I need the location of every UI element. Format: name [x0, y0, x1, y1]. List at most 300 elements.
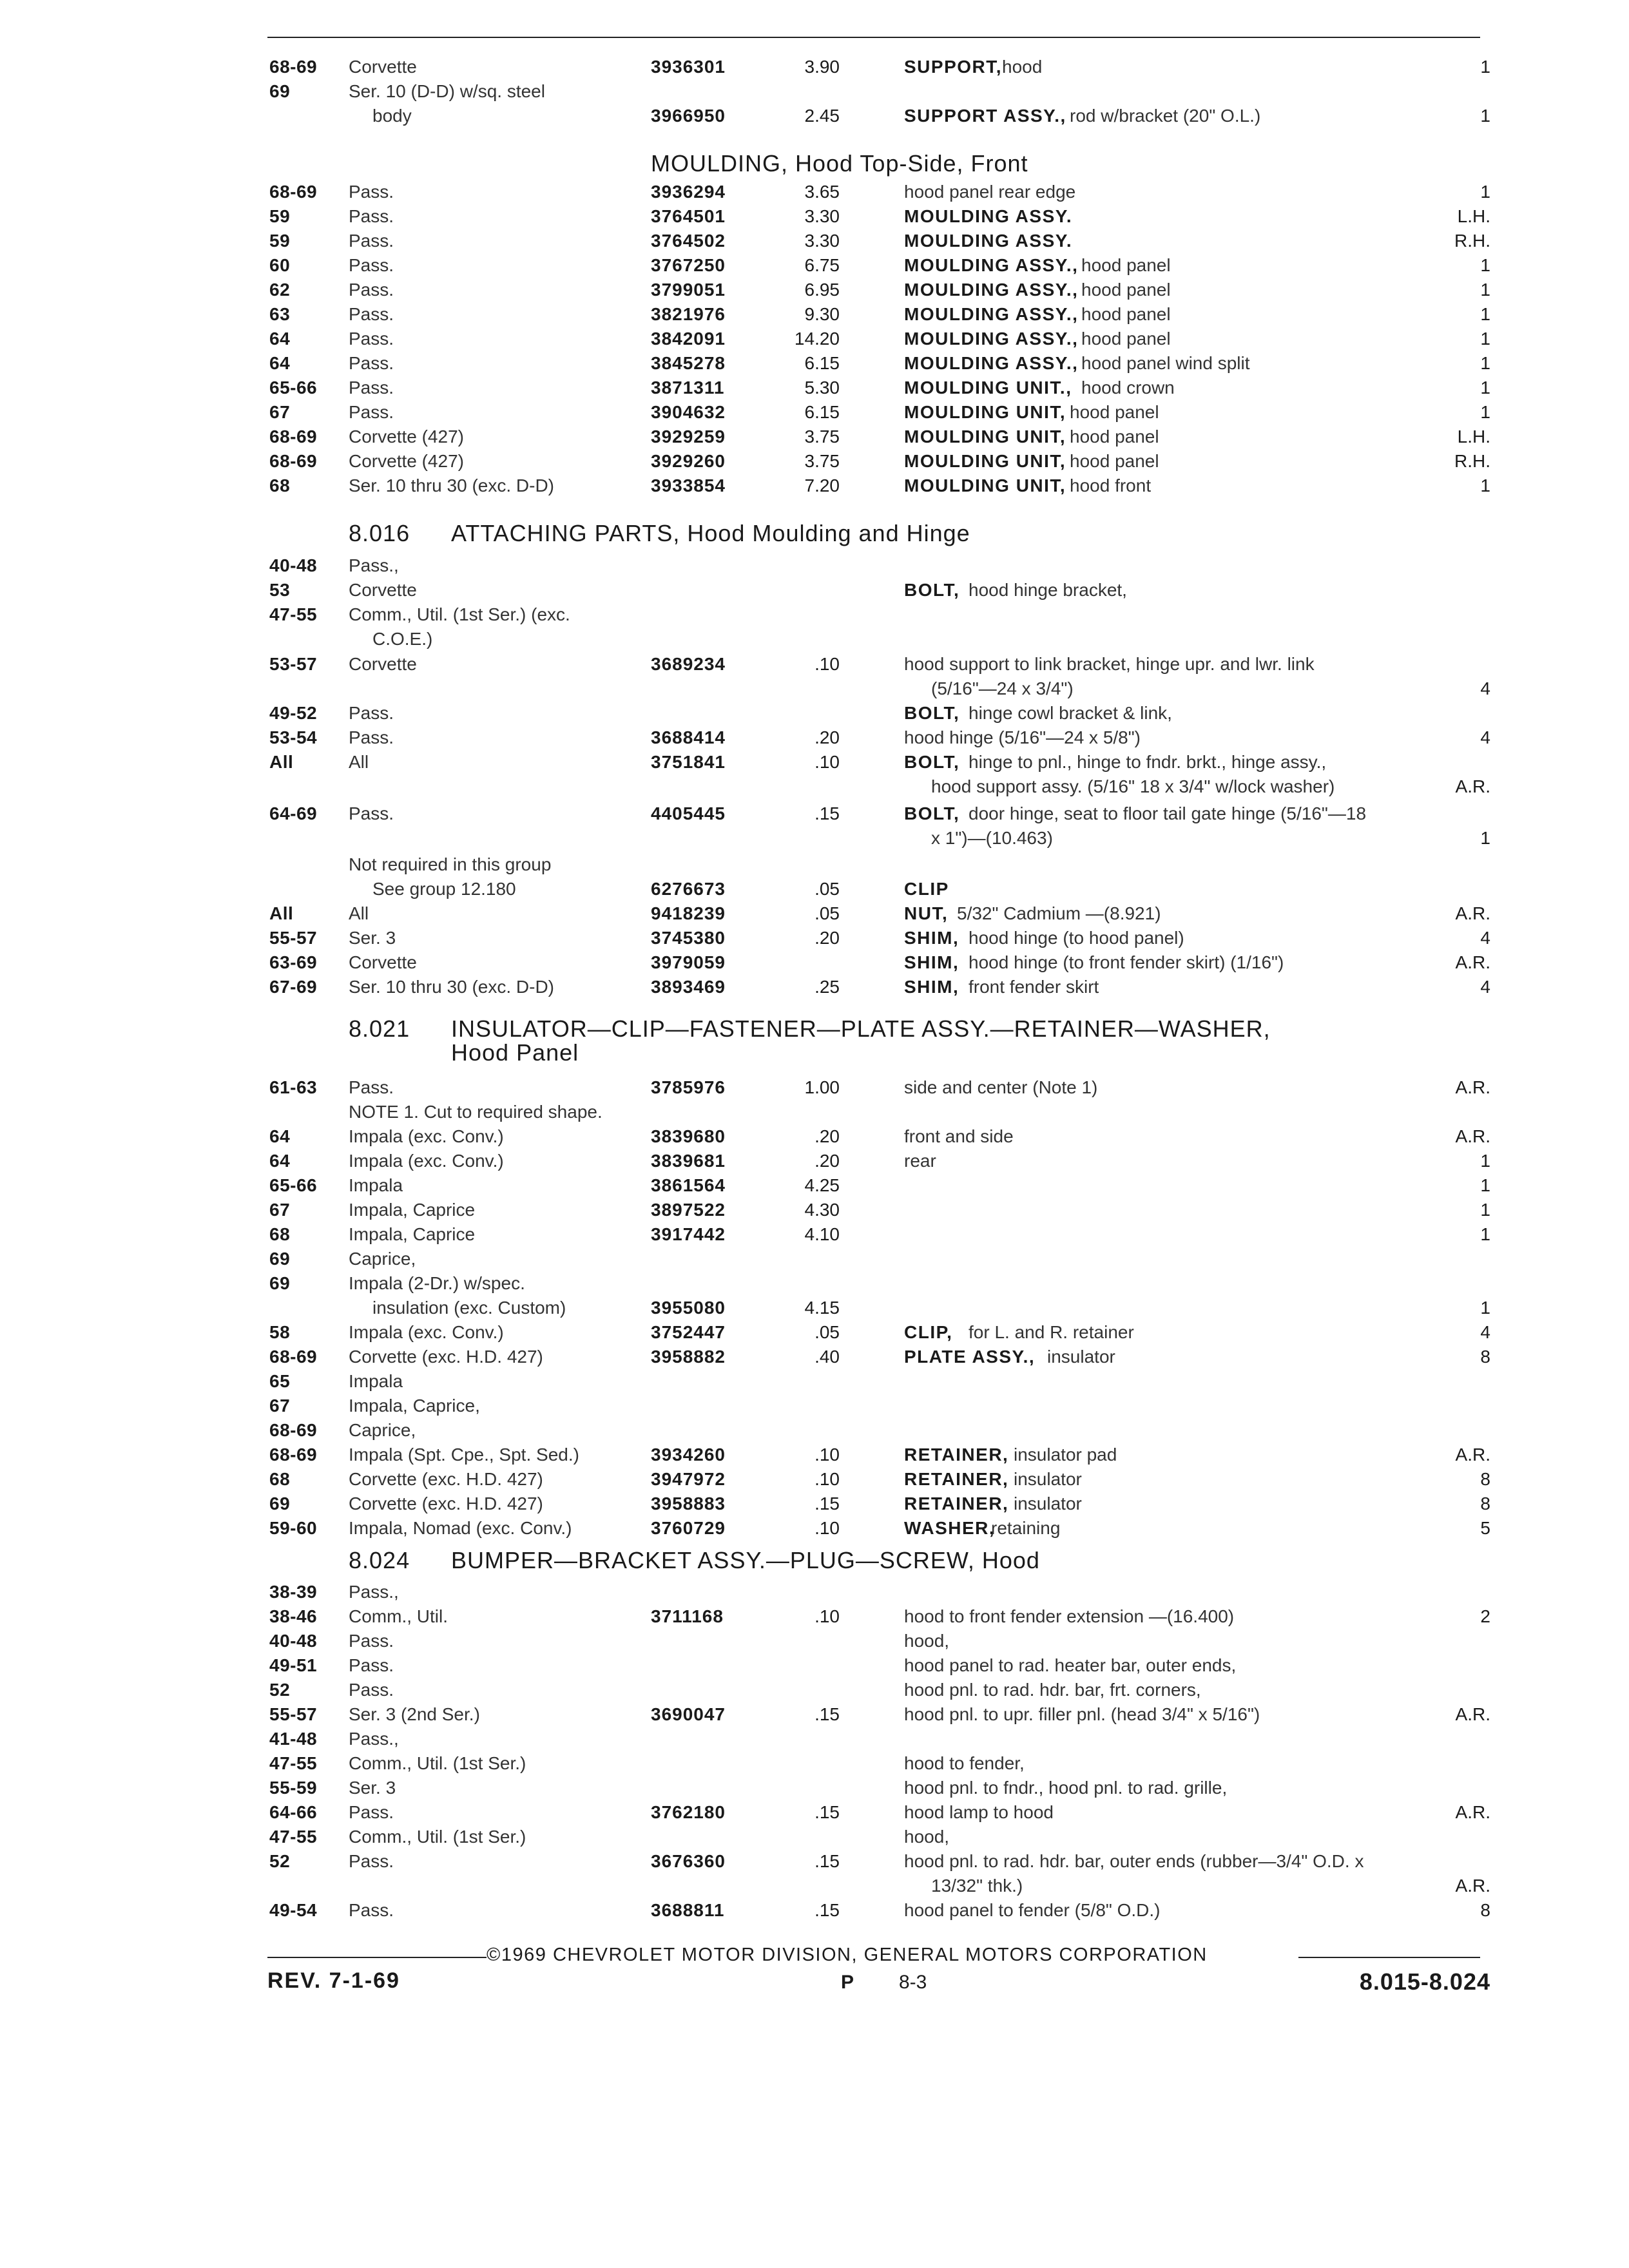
table-row: [0, 702, 1629, 727]
model: body: [372, 106, 412, 126]
model: Pass.,: [349, 1582, 399, 1602]
model: Impala: [349, 1175, 403, 1195]
price: 6.75: [804, 255, 840, 275]
table-row: [0, 726, 1629, 752]
part-number: 3947972: [651, 1469, 726, 1489]
year-range: 69: [269, 81, 291, 101]
table-row: [0, 1581, 1629, 1606]
part-number: 3689234: [651, 654, 726, 674]
table-row: [0, 1076, 1629, 1102]
part-name: MOULDING UNIT,: [904, 476, 1066, 495]
price: .10: [815, 1606, 840, 1626]
model: Impala, Caprice: [349, 1224, 476, 1244]
part-number: 3839680: [651, 1126, 726, 1146]
part-description: hood support to link bracket, hinge upr. and lwr. link: [904, 654, 1315, 674]
year-range: 53: [269, 580, 291, 600]
part-number: 3751841: [651, 752, 726, 772]
quantity: 1: [1480, 1175, 1490, 1195]
table-row: [0, 1654, 1629, 1680]
model: Pass.: [349, 1631, 394, 1651]
section-number-8021: 8.021: [349, 1015, 410, 1042]
model: All: [349, 903, 369, 923]
part-description: hood pnl. to rad. hdr. bar, outer ends (rubber—3/4" O.D. x: [904, 1851, 1364, 1871]
year-range: All: [269, 752, 294, 772]
table-row: [0, 677, 1629, 703]
table-row: [0, 450, 1629, 476]
model: Corvette (exc. H.D. 427): [349, 1469, 543, 1489]
price: 3.30: [804, 231, 840, 251]
price: .15: [815, 1802, 840, 1822]
year-range: 58: [269, 1322, 291, 1342]
model: Pass.: [349, 1900, 394, 1920]
model: Ser. 10 (D-D) w/sq. steel: [349, 81, 545, 101]
part-description: insulator: [1047, 1347, 1115, 1367]
table-row: [0, 1223, 1629, 1249]
table-row: [0, 1752, 1629, 1778]
price: .40: [815, 1347, 840, 1367]
year-range: 64: [269, 1151, 291, 1171]
model: insulation (exc. Custom): [372, 1298, 566, 1318]
part-name: SHIM,: [904, 928, 959, 948]
price: 6.15: [804, 353, 840, 373]
table-row: [0, 975, 1629, 1001]
section-title-moulding: MOULDING, Hood Top-Side, Front: [651, 150, 1028, 177]
model: Pass.: [349, 1851, 394, 1871]
model: Pass.: [349, 329, 394, 349]
quantity: 8: [1480, 1347, 1490, 1367]
table-row: [0, 1605, 1629, 1631]
model: Impala (exc. Conv.): [349, 1151, 504, 1171]
part-description: front fender skirt: [969, 977, 1099, 997]
quantity: A.R.: [1455, 1802, 1490, 1822]
quantity: 4: [1480, 928, 1490, 948]
part-description: door hinge, seat to floor tail gate hinge (5/16"—18: [969, 803, 1367, 823]
year-range: 68-69: [269, 427, 318, 447]
model: All: [349, 752, 369, 772]
price: 3.65: [804, 182, 840, 202]
model: Pass.,: [349, 1729, 399, 1749]
model: Impala (exc. Conv.): [349, 1126, 504, 1146]
part-number: 3785976: [651, 1077, 726, 1097]
part-description: hood to front fender extension —(16.400): [904, 1606, 1235, 1626]
year-range: 64: [269, 1126, 291, 1146]
year-range: 53-54: [269, 727, 318, 747]
year-range: 68-69: [269, 182, 318, 202]
quantity: 1: [1480, 402, 1490, 422]
part-description: hood pnl. to fndr., hood pnl. to rad. grille,: [904, 1778, 1228, 1798]
table-row: [0, 180, 1629, 206]
model: Impala, Caprice,: [349, 1396, 480, 1416]
year-range: 62: [269, 280, 291, 300]
model: Ser. 10 thru 30 (exc. D-D): [349, 977, 555, 997]
part-description: insulator pad: [1014, 1445, 1117, 1465]
part-description: hood panel: [1070, 451, 1159, 471]
year-range: 68-69: [269, 451, 318, 471]
part-number: 3764501: [651, 206, 726, 226]
quantity: 4: [1480, 1322, 1490, 1342]
year-range: 53-57: [269, 654, 318, 674]
part-name: BOLT,: [904, 580, 960, 600]
part-description: hood hinge bracket,: [969, 580, 1127, 600]
part-name: MOULDING ASSY.,: [904, 353, 1079, 373]
price: .20: [815, 928, 840, 948]
part-name: MOULDING ASSY.: [904, 231, 1073, 251]
model: Ser. 3: [349, 1778, 396, 1798]
price: 3.90: [804, 57, 840, 77]
year-range: 49-51: [269, 1655, 318, 1675]
price: .10: [815, 1518, 840, 1538]
table-row: [0, 1100, 1629, 1126]
model: Comm., Util. (1st Ser.): [349, 1827, 526, 1847]
table-row: [0, 1801, 1629, 1827]
part-description: hood panel wind split: [1081, 353, 1250, 373]
part-number: 3688414: [651, 727, 726, 747]
part-name: MOULDING UNIT,: [904, 427, 1066, 447]
model: Corvette: [349, 57, 417, 77]
part-number: 3821976: [651, 304, 726, 324]
part-description: hood: [1002, 57, 1043, 77]
part-number: 3690047: [651, 1704, 726, 1724]
part-number: 3799051: [651, 280, 726, 300]
model: Pass.: [349, 1655, 394, 1675]
table-row: [0, 775, 1629, 801]
part-number: 3979059: [651, 952, 726, 972]
year-range: 67: [269, 1396, 291, 1416]
table-row: [0, 1443, 1629, 1469]
year-range: 65: [269, 1371, 291, 1391]
part-number: 3893469: [651, 977, 726, 997]
price: 5.30: [804, 378, 840, 398]
section-subtitle-8021: Hood Panel: [451, 1039, 579, 1066]
table-row: [0, 1727, 1629, 1753]
table-row: [0, 376, 1629, 402]
price: .15: [815, 1704, 840, 1724]
part-description: hood hinge (to hood panel): [969, 928, 1184, 948]
model: Pass.: [349, 803, 394, 823]
quantity: 1: [1480, 1224, 1490, 1244]
table-row: [0, 1517, 1629, 1542]
year-range: 52: [269, 1851, 291, 1871]
table-row: [0, 802, 1629, 828]
part-description: hood panel: [1081, 280, 1171, 300]
part-description: hood pnl. to rad. hdr. bar, frt. corners,: [904, 1680, 1201, 1700]
part-name: RETAINER,: [904, 1445, 1009, 1465]
part-description: hood panel: [1081, 304, 1171, 324]
price: .20: [815, 1126, 840, 1146]
quantity: 4: [1480, 727, 1490, 747]
year-range: 40-48: [269, 555, 318, 575]
table-row: [0, 1321, 1629, 1347]
table-row: [0, 104, 1629, 130]
table-row: [0, 1296, 1629, 1322]
year-range: 61-63: [269, 1077, 318, 1097]
top-rule: [267, 37, 1480, 38]
year-range: 69: [269, 1273, 291, 1293]
year-range: 68-69: [269, 1420, 318, 1440]
price: .15: [815, 1900, 840, 1920]
year-range: 59: [269, 231, 291, 251]
part-description: insulator: [1014, 1494, 1082, 1514]
quantity: 1: [1480, 353, 1490, 373]
part-description: rear: [904, 1151, 936, 1171]
model: Pass.: [349, 231, 394, 251]
price: 4.15: [804, 1298, 840, 1318]
part-number: 3711168: [651, 1606, 724, 1626]
quantity: A.R.: [1455, 1876, 1490, 1896]
table-row: [0, 425, 1629, 451]
part-number: 3917442: [651, 1224, 726, 1244]
part-description: hood hinge (to front fender skirt) (1/16"): [969, 952, 1284, 972]
quantity: 1: [1480, 304, 1490, 324]
part-number: 3929259: [651, 427, 726, 447]
part-number: 3767250: [651, 255, 726, 275]
part-number: 3688811: [651, 1900, 725, 1920]
section-number-8024: 8.024: [349, 1547, 410, 1573]
year-range: 67-69: [269, 977, 318, 997]
price: 4.30: [804, 1200, 840, 1220]
table-row: [0, 628, 1629, 653]
quantity: 1: [1480, 378, 1490, 398]
year-range: 64: [269, 353, 291, 373]
part-name: SUPPORT,: [904, 57, 1003, 77]
part-description: hood lamp to hood: [904, 1802, 1054, 1822]
price: 6.15: [804, 402, 840, 422]
part-number: 4405445: [651, 803, 726, 823]
part-description: hood panel: [1070, 427, 1159, 447]
part-name: SHIM,: [904, 977, 959, 997]
price: 4.10: [804, 1224, 840, 1244]
part-description: hood,: [904, 1827, 950, 1847]
part-description: hood panel: [1070, 402, 1159, 422]
model: Pass.: [349, 402, 394, 422]
part-description: retaining: [991, 1518, 1061, 1538]
year-range: 47-55: [269, 1827, 318, 1847]
price: .05: [815, 1322, 840, 1342]
table-row: [0, 205, 1629, 231]
table-row: [0, 1174, 1629, 1200]
table-row: [0, 751, 1629, 776]
year-range: 49-54: [269, 1900, 318, 1920]
part-number: 3871311: [651, 378, 725, 398]
model: Pass.: [349, 182, 394, 202]
part-description: hood panel to rad. heater bar, outer ends,: [904, 1655, 1237, 1675]
table-row: [0, 1247, 1629, 1273]
part-name: BOLT,: [904, 752, 960, 772]
price: .25: [815, 977, 840, 997]
table-row: [0, 1776, 1629, 1802]
quantity: R.H.: [1454, 231, 1490, 251]
part-number: 3929260: [651, 451, 726, 471]
year-range: 41-48: [269, 1729, 318, 1749]
part-number: 3839681: [651, 1151, 726, 1171]
part-name: MOULDING ASSY.,: [904, 304, 1079, 324]
part-name: MOULDING UNIT,: [904, 451, 1066, 471]
part-name: SUPPORT ASSY.,: [904, 106, 1066, 126]
quantity: A.R.: [1455, 1704, 1490, 1724]
table-row: [0, 80, 1629, 106]
year-range: 59: [269, 206, 291, 226]
model: C.O.E.): [372, 629, 433, 649]
part-description: 5/32" Cadmium —(8.921): [957, 903, 1161, 923]
part-description: hood panel to fender (5/8" O.D.): [904, 1900, 1161, 1920]
quantity: 1: [1480, 1298, 1490, 1318]
part-name: SHIM,: [904, 952, 959, 972]
quantity: 4: [1480, 977, 1490, 997]
part-description: front and side: [904, 1126, 1014, 1146]
year-range: 65-66: [269, 378, 318, 398]
model: Pass.: [349, 703, 394, 723]
model: Not required in this group: [349, 854, 552, 874]
model: Impala (Spt. Cpe., Spt. Sed.): [349, 1445, 579, 1465]
year-range: 63: [269, 304, 291, 324]
year-range: 49-52: [269, 703, 318, 723]
table-row: [0, 827, 1629, 852]
part-name: MOULDING UNIT,: [904, 402, 1066, 422]
part-description: 13/32" thk.): [931, 1876, 1023, 1896]
part-name: WASHER,: [904, 1518, 996, 1538]
model: Caprice,: [349, 1420, 416, 1440]
year-range: 55-59: [269, 1778, 318, 1798]
quantity: 1: [1480, 476, 1490, 495]
part-description: hood pnl. to upr. filler pnl. (head 3/4" x 5/16"): [904, 1704, 1260, 1724]
model: Corvette: [349, 580, 417, 600]
section-number-8016: 8.016: [349, 520, 410, 546]
part-number: 3933854: [651, 476, 726, 495]
model: Pass.: [349, 727, 394, 747]
price: .20: [815, 1151, 840, 1171]
price: .15: [815, 803, 840, 823]
table-row: [0, 603, 1629, 629]
model: Pass.: [349, 1802, 394, 1822]
price: .10: [815, 752, 840, 772]
part-description: (5/16"—24 x 3/4"): [931, 678, 1074, 698]
footer-rule-left: [267, 1957, 487, 1958]
table-row: [0, 1492, 1629, 1518]
quantity: 2: [1480, 1606, 1490, 1626]
table-row: [0, 1370, 1629, 1396]
price: 7.20: [804, 476, 840, 495]
model: Comm., Util. (1st Ser.) (exc.: [349, 604, 570, 624]
table-row: [0, 352, 1629, 378]
year-range: 68-69: [269, 1347, 318, 1367]
part-number: 3745380: [651, 928, 726, 948]
part-number: 3764502: [651, 231, 726, 251]
section-title-8021: INSULATOR—CLIP—FASTENER—PLATE ASSY.—RETAINER—WASHER,: [451, 1015, 1271, 1042]
quantity: A.R.: [1455, 952, 1490, 972]
model: Impala, Caprice: [349, 1200, 476, 1220]
table-row: [0, 229, 1629, 255]
footer-rule-right: [1298, 1957, 1480, 1958]
part-number: 3904632: [651, 402, 726, 422]
part-name: MOULDING UNIT.,: [904, 378, 1072, 398]
table-row: [0, 401, 1629, 427]
part-number: 3897522: [651, 1200, 726, 1220]
table-row: [0, 1198, 1629, 1224]
year-range: 68: [269, 476, 291, 495]
part-number: 3676360: [651, 1851, 726, 1871]
part-number: 3966950: [651, 106, 726, 126]
part-name: CLIP,: [904, 1322, 953, 1342]
price: 2.45: [804, 106, 840, 126]
part-name: BOLT,: [904, 703, 960, 723]
part-number: 3842091: [651, 329, 726, 349]
model: See group 12.180: [372, 879, 516, 899]
part-number: 3934260: [651, 1445, 726, 1465]
model: Pass.: [349, 206, 394, 226]
model: Corvette (exc. H.D. 427): [349, 1347, 543, 1367]
part-description: hood front: [1070, 476, 1152, 495]
part-description: hood panel: [1081, 255, 1171, 275]
price: 3.75: [804, 451, 840, 471]
part-number: 3762180: [651, 1802, 726, 1822]
model: Pass.: [349, 1077, 394, 1097]
year-range: 47-55: [269, 604, 318, 624]
year-range: 65-66: [269, 1175, 318, 1195]
year-range: 64-66: [269, 1802, 318, 1822]
model: Comm., Util. (1st Ser.): [349, 1753, 526, 1773]
quantity: 8: [1480, 1900, 1490, 1920]
part-number: 3760729: [651, 1518, 726, 1538]
model: Pass.,: [349, 555, 399, 575]
price: 6.95: [804, 280, 840, 300]
part-number: 3752447: [651, 1322, 726, 1342]
footer-section-range: 8.015-8.024: [1359, 1968, 1490, 1995]
part-number: 3955080: [651, 1298, 726, 1318]
year-range: 69: [269, 1249, 291, 1269]
part-number: 3861564: [651, 1175, 726, 1195]
year-range: 52: [269, 1680, 291, 1700]
quantity: 1: [1480, 828, 1490, 848]
table-row: [0, 1468, 1629, 1494]
year-range: 63-69: [269, 952, 318, 972]
price: 1.00: [804, 1077, 840, 1097]
part-description: hood panel: [1081, 329, 1171, 349]
table-row: [0, 1629, 1629, 1655]
part-description: hinge to pnl., hinge to fndr. brkt., hinge assy.,: [969, 752, 1327, 772]
model: Impala, Nomad (exc. Conv.): [349, 1518, 572, 1538]
quantity: 1: [1480, 57, 1490, 77]
part-name: RETAINER,: [904, 1494, 1009, 1514]
quantity: A.R.: [1455, 1077, 1490, 1097]
year-range: 68-69: [269, 57, 318, 77]
model: Impala (exc. Conv.): [349, 1322, 504, 1342]
table-row: [0, 1703, 1629, 1729]
footer-p-label: P: [841, 1972, 854, 1993]
model: Corvette: [349, 654, 417, 674]
part-number: 3936301: [651, 57, 726, 77]
table-row: [0, 902, 1629, 928]
quantity: 1: [1480, 182, 1490, 202]
table-row: [0, 327, 1629, 353]
part-description: for L. and R. retainer: [969, 1322, 1134, 1342]
table-row: [0, 878, 1629, 903]
price: 4.25: [804, 1175, 840, 1195]
year-range: 67: [269, 1200, 291, 1220]
table-row: [0, 1825, 1629, 1851]
year-range: 68: [269, 1469, 291, 1489]
quantity: A.R.: [1455, 1126, 1490, 1146]
price: .15: [815, 1851, 840, 1871]
model: Corvette (427): [349, 427, 464, 447]
model: Pass.: [349, 255, 394, 275]
year-range: 40-48: [269, 1631, 318, 1651]
part-name: MOULDING ASSY.: [904, 206, 1073, 226]
table-row: [0, 254, 1629, 280]
quantity: 8: [1480, 1469, 1490, 1489]
quantity: 8: [1480, 1494, 1490, 1514]
table-row: [0, 1149, 1629, 1175]
footer-copyright: ©1969 CHEVROLET MOTOR DIVISION, GENERAL MOTORS CORPORATION: [487, 1945, 1208, 1965]
